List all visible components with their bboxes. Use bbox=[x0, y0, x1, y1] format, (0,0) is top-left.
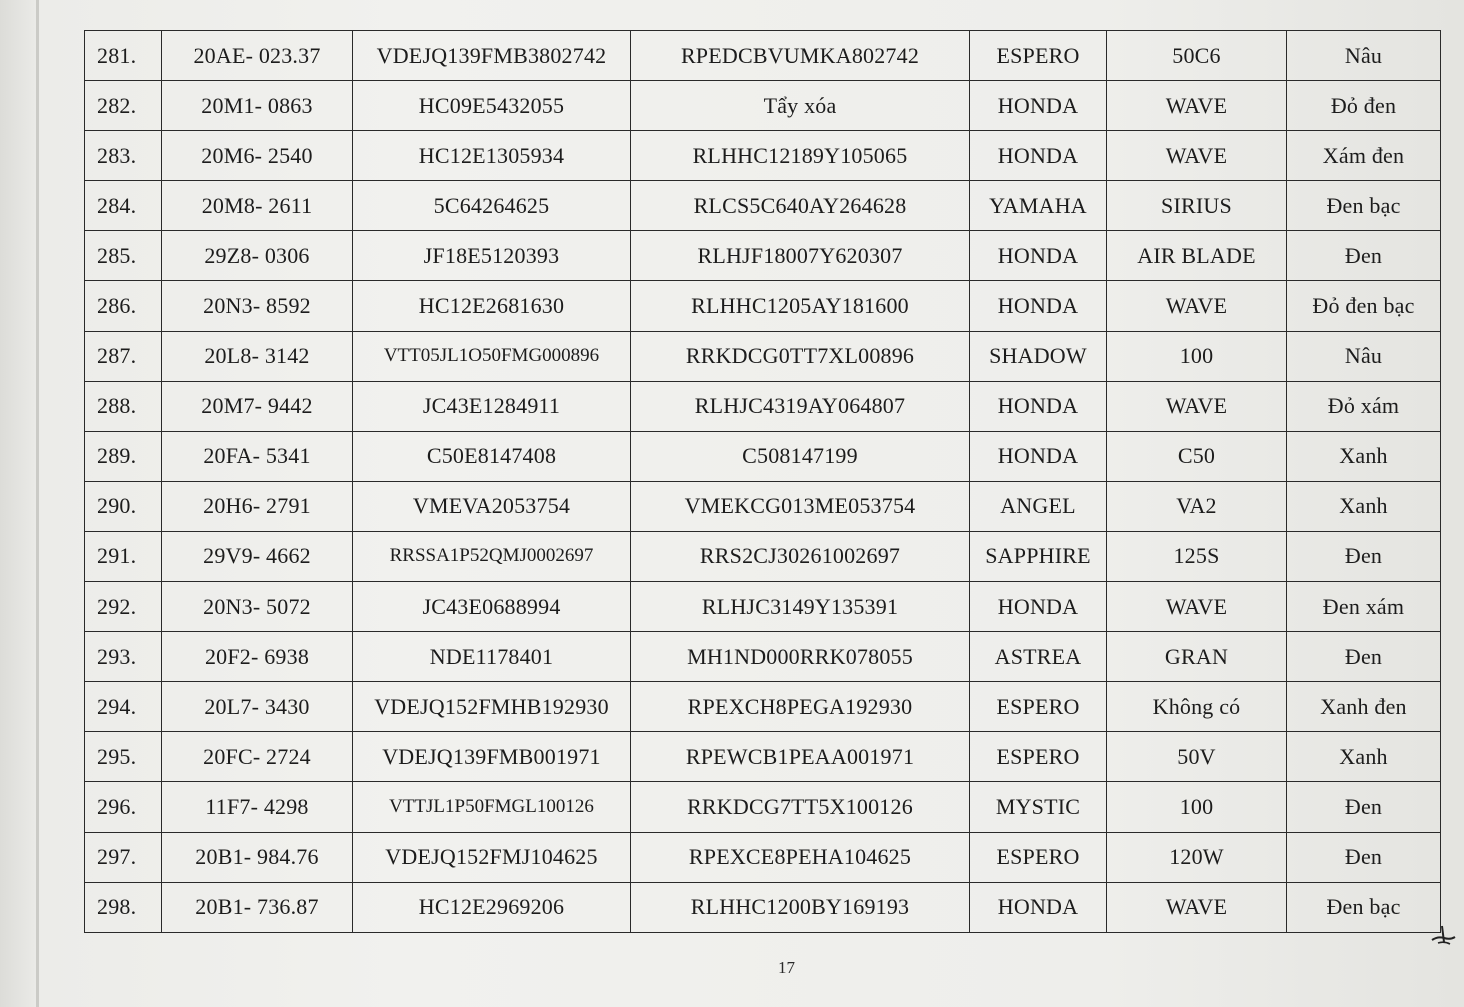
cell-engine-number: JC43E0688994 bbox=[353, 582, 631, 632]
table-row bbox=[85, 882, 1441, 932]
cell-model: VA2 bbox=[1107, 481, 1287, 531]
cell-license-plate: 20B1- 984.76 bbox=[162, 832, 353, 882]
cell-model: WAVE bbox=[1107, 81, 1287, 131]
cell-license-plate: 20F2- 6938 bbox=[162, 632, 353, 682]
cell-engine-number: VTTJL1P50FMGL100126 bbox=[353, 782, 631, 832]
cell-model: AIR BLADE bbox=[1107, 231, 1287, 281]
cell-model: 50C6 bbox=[1107, 31, 1287, 81]
cell-license-plate: 20M6- 2540 bbox=[162, 131, 353, 181]
cell-frame-number: Tẩy xóa bbox=[631, 81, 970, 131]
cell-engine-number: C50E8147408 bbox=[353, 431, 631, 481]
cell-engine-number: VDEJQ139FMB3802742 bbox=[353, 31, 631, 81]
cell-frame-number: RPEWCB1PEAA001971 bbox=[631, 732, 970, 782]
cell-row-number: 291. bbox=[85, 531, 162, 581]
cell-brand: HONDA bbox=[970, 582, 1107, 632]
cell-frame-number: RLHJC3149Y135391 bbox=[631, 582, 970, 632]
cell-row-number: 283. bbox=[85, 131, 162, 181]
cell-brand: HONDA bbox=[970, 131, 1107, 181]
cell-row-number: 293. bbox=[85, 632, 162, 682]
table-row bbox=[85, 531, 1441, 581]
cell-color: Đỏ đen bạc bbox=[1287, 281, 1441, 331]
cell-brand: ESPERO bbox=[970, 682, 1107, 732]
cell-row-number: 284. bbox=[85, 181, 162, 231]
cell-model: WAVE bbox=[1107, 882, 1287, 932]
cell-color: Nâu bbox=[1287, 331, 1441, 381]
cell-frame-number: RPEDCBVUMKA802742 bbox=[631, 31, 970, 81]
cell-engine-number: RRSSA1P52QMJ0002697 bbox=[353, 531, 631, 581]
table-row bbox=[85, 431, 1441, 481]
vehicle-table bbox=[84, 30, 1441, 933]
cell-frame-number: MH1ND000RRK078055 bbox=[631, 632, 970, 682]
cell-row-number: 286. bbox=[85, 281, 162, 331]
cell-brand: SHADOW bbox=[970, 331, 1107, 381]
cell-frame-number: RLHHC1205AY181600 bbox=[631, 281, 970, 331]
cell-row-number: 289. bbox=[85, 431, 162, 481]
cell-color: Đen xám bbox=[1287, 582, 1441, 632]
page-edge-shadow bbox=[36, 0, 39, 1007]
cell-row-number: 298. bbox=[85, 882, 162, 932]
cell-engine-number: HC12E2969206 bbox=[353, 882, 631, 932]
cell-engine-number: VMEVA2053754 bbox=[353, 481, 631, 531]
cell-license-plate: 20FC- 2724 bbox=[162, 732, 353, 782]
cell-color: Đen bbox=[1287, 782, 1441, 832]
cell-color: Đen bbox=[1287, 231, 1441, 281]
cell-engine-number: 5C64264625 bbox=[353, 181, 631, 231]
cell-frame-number: RPEXCH8PEGA192930 bbox=[631, 682, 970, 732]
cell-license-plate: 20L8- 3142 bbox=[162, 331, 353, 381]
cell-model: 125S bbox=[1107, 531, 1287, 581]
cell-color: Đỏ xám bbox=[1287, 381, 1441, 431]
cell-brand: ESPERO bbox=[970, 31, 1107, 81]
cell-color: Đen bbox=[1287, 832, 1441, 882]
table-row bbox=[85, 632, 1441, 682]
table-row bbox=[85, 131, 1441, 181]
cell-license-plate: 20L7- 3430 bbox=[162, 682, 353, 732]
cell-color: Xanh bbox=[1287, 431, 1441, 481]
table-row bbox=[85, 682, 1441, 732]
cell-color: Đen bạc bbox=[1287, 882, 1441, 932]
cell-model: WAVE bbox=[1107, 582, 1287, 632]
cell-engine-number: HC12E1305934 bbox=[353, 131, 631, 181]
cell-brand: HONDA bbox=[970, 281, 1107, 331]
table-row bbox=[85, 231, 1441, 281]
cell-license-plate: 20N3- 5072 bbox=[162, 582, 353, 632]
cell-row-number: 288. bbox=[85, 381, 162, 431]
cell-license-plate: 29V9- 4662 bbox=[162, 531, 353, 581]
table-row bbox=[85, 732, 1441, 782]
cell-brand: HONDA bbox=[970, 882, 1107, 932]
cell-row-number: 285. bbox=[85, 231, 162, 281]
cell-model: GRAN bbox=[1107, 632, 1287, 682]
cell-frame-number: RRKDCG0TT7XL00896 bbox=[631, 331, 970, 381]
cell-color: Nâu bbox=[1287, 31, 1441, 81]
cell-model: 50V bbox=[1107, 732, 1287, 782]
table-row bbox=[85, 331, 1441, 381]
table-row bbox=[85, 782, 1441, 832]
cell-license-plate: 20N3- 8592 bbox=[162, 281, 353, 331]
cell-color: Đen bbox=[1287, 531, 1441, 581]
cell-frame-number: RLHJF18007Y620307 bbox=[631, 231, 970, 281]
cell-brand: YAMAHA bbox=[970, 181, 1107, 231]
signature-mark bbox=[1428, 920, 1458, 946]
cell-model: 100 bbox=[1107, 782, 1287, 832]
table-row bbox=[85, 31, 1441, 81]
cell-row-number: 292. bbox=[85, 582, 162, 632]
cell-frame-number: RLHHC12189Y105065 bbox=[631, 131, 970, 181]
cell-frame-number: RRKDCG7TT5X100126 bbox=[631, 782, 970, 832]
cell-frame-number: RPEXCE8PEHA104625 bbox=[631, 832, 970, 882]
cell-model: 100 bbox=[1107, 331, 1287, 381]
cell-engine-number: VDEJQ152FMHB192930 bbox=[353, 682, 631, 732]
cell-row-number: 282. bbox=[85, 81, 162, 131]
cell-brand: ESPERO bbox=[970, 732, 1107, 782]
cell-brand: SAPPHIRE bbox=[970, 531, 1107, 581]
table-row bbox=[85, 281, 1441, 331]
table-row bbox=[85, 181, 1441, 231]
cell-color: Xanh đen bbox=[1287, 682, 1441, 732]
cell-color: Đen bbox=[1287, 632, 1441, 682]
cell-frame-number: C508147199 bbox=[631, 431, 970, 481]
cell-brand: HONDA bbox=[970, 81, 1107, 131]
table-row bbox=[85, 481, 1441, 531]
cell-license-plate: 11F7- 4298 bbox=[162, 782, 353, 832]
cell-brand: ESPERO bbox=[970, 832, 1107, 882]
cell-license-plate: 20M1- 0863 bbox=[162, 81, 353, 131]
cell-license-plate: 20H6- 2791 bbox=[162, 481, 353, 531]
cell-license-plate: 20AE- 023.37 bbox=[162, 31, 353, 81]
cell-color: Xanh bbox=[1287, 732, 1441, 782]
cell-model: Không có bbox=[1107, 682, 1287, 732]
cell-brand: ANGEL bbox=[970, 481, 1107, 531]
cell-brand: MYSTIC bbox=[970, 782, 1107, 832]
cell-model: C50 bbox=[1107, 431, 1287, 481]
cell-row-number: 296. bbox=[85, 782, 162, 832]
cell-color: Xám đen bbox=[1287, 131, 1441, 181]
table-row bbox=[85, 81, 1441, 131]
cell-row-number: 297. bbox=[85, 832, 162, 882]
cell-row-number: 294. bbox=[85, 682, 162, 732]
table-row bbox=[85, 582, 1441, 632]
cell-row-number: 290. bbox=[85, 481, 162, 531]
cell-engine-number: VDEJQ152FMJ104625 bbox=[353, 832, 631, 882]
cell-license-plate: 20M7- 9442 bbox=[162, 381, 353, 431]
cell-row-number: 287. bbox=[85, 331, 162, 381]
cell-model: 120W bbox=[1107, 832, 1287, 882]
cell-license-plate: 20FA- 5341 bbox=[162, 431, 353, 481]
cell-brand: HONDA bbox=[970, 381, 1107, 431]
cell-model: WAVE bbox=[1107, 381, 1287, 431]
cell-engine-number: VTT05JL1O50FMG000896 bbox=[353, 331, 631, 381]
cell-color: Xanh bbox=[1287, 481, 1441, 531]
cell-engine-number: JC43E1284911 bbox=[353, 381, 631, 431]
table-row bbox=[85, 381, 1441, 431]
cell-license-plate: 20M8- 2611 bbox=[162, 181, 353, 231]
cell-brand: HONDA bbox=[970, 231, 1107, 281]
cell-frame-number: RLHHC1200BY169193 bbox=[631, 882, 970, 932]
cell-engine-number: JF18E5120393 bbox=[353, 231, 631, 281]
cell-engine-number: HC12E2681630 bbox=[353, 281, 631, 331]
cell-license-plate: 20B1- 736.87 bbox=[162, 882, 353, 932]
cell-frame-number: RLCS5C640AY264628 bbox=[631, 181, 970, 231]
cell-frame-number: RRS2CJ30261002697 bbox=[631, 531, 970, 581]
cell-row-number: 281. bbox=[85, 31, 162, 81]
cell-row-number: 295. bbox=[85, 732, 162, 782]
cell-engine-number: NDE1178401 bbox=[353, 632, 631, 682]
cell-frame-number: VMEKCG013ME053754 bbox=[631, 481, 970, 531]
cell-model: SIRIUS bbox=[1107, 181, 1287, 231]
cell-brand: ASTREA bbox=[970, 632, 1107, 682]
cell-model: WAVE bbox=[1107, 281, 1287, 331]
table-row bbox=[85, 832, 1441, 882]
page-number: 17 bbox=[778, 958, 795, 977]
cell-engine-number: VDEJQ139FMB001971 bbox=[353, 732, 631, 782]
cell-brand: HONDA bbox=[970, 431, 1107, 481]
cell-color: Đen bạc bbox=[1287, 181, 1441, 231]
vehicle-table-body bbox=[85, 31, 1441, 933]
cell-frame-number: RLHJC4319AY064807 bbox=[631, 381, 970, 431]
cell-engine-number: HC09E5432055 bbox=[353, 81, 631, 131]
cell-model: WAVE bbox=[1107, 131, 1287, 181]
cell-color: Đỏ đen bbox=[1287, 81, 1441, 131]
cell-license-plate: 29Z8- 0306 bbox=[162, 231, 353, 281]
